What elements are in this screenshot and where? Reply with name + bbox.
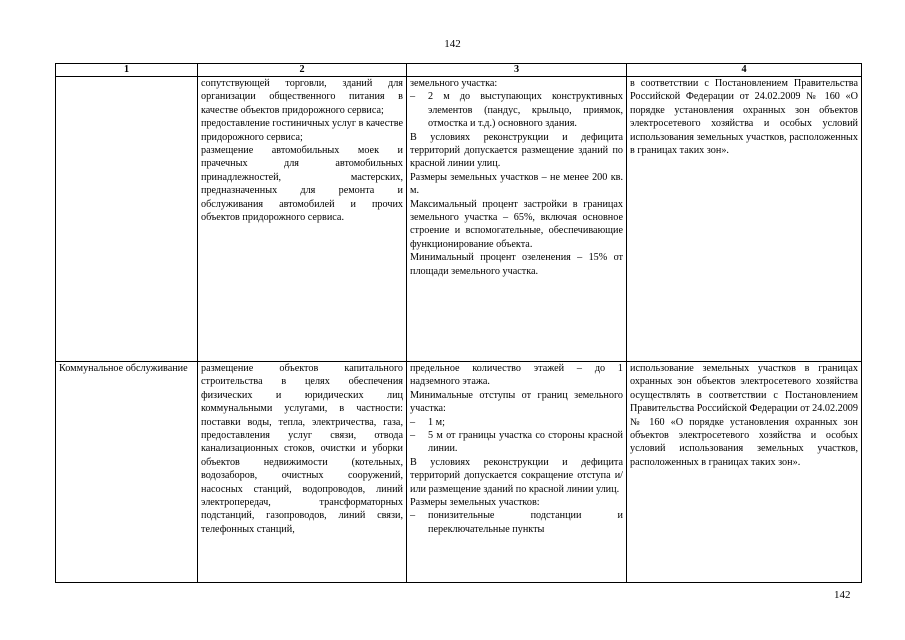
paragraph: предельное количество этажей – до 1 надземного этажа. [410, 363, 623, 388]
paragraph: Размеры земельных участков: [410, 497, 540, 509]
dash-list-item [410, 90, 623, 130]
regulations-table [55, 63, 862, 583]
cell-restrictions: в соответствии с Постановлением Правительства Российской Федерации от 24.02.2009 № 160 «О порядке установления охранных зон объектов электросетевого хозяйства и особых условий использования земельных участков, расположенных в границах таких зон». [627, 77, 862, 362]
paragraph: Размеры земельных участков – не менее 200 кв. м. [410, 171, 623, 197]
dash-marker: – [410, 91, 416, 103]
dash-list-item [410, 416, 623, 429]
dash-list-item [410, 429, 623, 456]
dash-list-item [410, 509, 623, 536]
list-item-text: 1 м; [428, 416, 445, 428]
cell-type-name [56, 77, 198, 362]
list-item-text: 5 м от границы участка со стороны красной линии. [428, 430, 623, 455]
paragraph: предоставление гостиничных услуг в качестве придорожного сервиса; [201, 118, 403, 143]
column-header: 4 [627, 64, 862, 77]
paragraph: земельного участка: [410, 78, 498, 89]
cell-restrictions: использование земельных участков в границах охранных зон объектов электросетевого хозяйства осуществлять в соответствии с Постановлением Правительства Российской Федерации от 24.02.2009 № 160 «О порядке установления охранных зон объектов электросетевого хозяйства и особых условий использования земельных участков, расположенных в границах таких зон». [627, 362, 862, 583]
paragraph: размещение автомобильных моек и прачечных для автомобильных принадлежностей, мастерских, предназначенных для ремонта и обслуживания автомобилей и прочих объектов придорожного сервиса. [201, 145, 403, 224]
table-row [56, 362, 862, 583]
table-row [56, 77, 862, 362]
page-number-bottom: 142 [834, 589, 851, 601]
column-header: 1 [56, 64, 198, 77]
cell-permitted-use: размещение объектов капитального строительства в целях обеспечения физических и юридических лиц коммунальными услугами, в частности: поставки воды, тепла, электричества, газа, предоставления услуг связи, отвода канализационных стоков, очистки и уборки объектов недвижимости (котельных, водозаборов, очистных сооружений, насосных станций, водопроводов, линий электропередач, трансформаторных подстанций, газопроводов, линий связи, телефонных станций, [198, 362, 407, 583]
dash-marker: – [410, 430, 416, 442]
table-header-row [56, 64, 862, 77]
paragraph: В условиях реконструкции и дефицита территорий допускается размещение зданий по красной линии улиц. [410, 131, 623, 170]
list-item-text: 2 м до выступающих конструктивных элементов (пандус, крыльцо, приямок, отмостка и т.д.) основного здания. [428, 91, 623, 130]
list-item-text: понизительные подстанции и переключательные пункты [428, 510, 623, 535]
paragraph: Максимальный процент застройки в границах земельного участка – 65%, включая основное строение и вспомогательные, обеспечивающие функционирование объекта. [410, 198, 623, 250]
cell-type-name: Коммунальное обслуживание [56, 362, 198, 583]
cell-permitted-use [198, 77, 407, 362]
cell-parameters [407, 77, 627, 362]
cell-parameters [407, 362, 627, 583]
column-header: 3 [407, 64, 627, 77]
dash-marker: – [410, 510, 416, 522]
paragraph: В условиях реконструкции и дефицита территорий допускается сокращение отступа и/или размещение зданий по красной линии улиц. [410, 456, 623, 495]
column-header: 2 [198, 64, 407, 77]
paragraph: Минимальные отступы от границ земельного участка: [410, 389, 623, 415]
dash-marker: – [410, 416, 416, 428]
paragraph: сопутствующей торговли, зданий для организации общественного питания в качестве объектов придорожного сервиса; [201, 78, 403, 116]
paragraph: Минимальный процент озеленения – 15% от площади земельного участка. [410, 252, 623, 277]
page-number-top: 142 [444, 38, 461, 50]
